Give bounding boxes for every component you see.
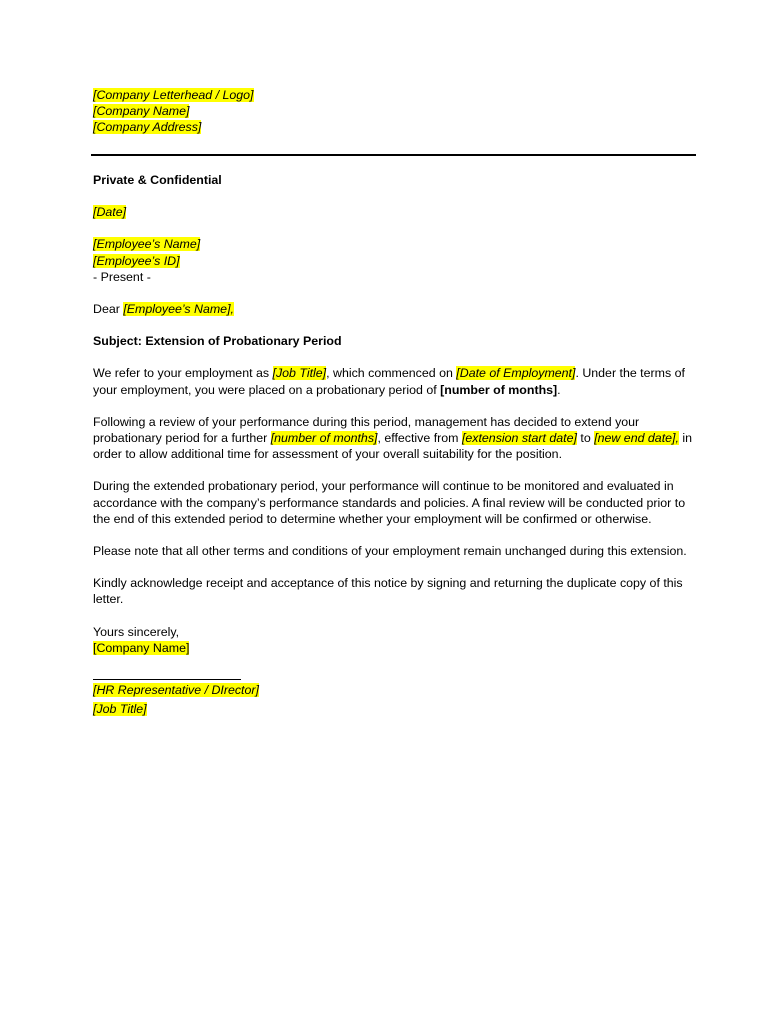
paragraph-acknowledge: Kindly acknowledge receipt and acceptance of this notice by signing and returning the duplicate copy of this letter. — [93, 576, 683, 607]
signature-line — [93, 679, 241, 680]
letterhead-company-address: [Company Address] — [93, 120, 202, 135]
letterhead-company-name: [Company Name] — [93, 104, 190, 119]
closing-company: [Company Name] — [93, 640, 190, 655]
employment-date-placeholder: [Date of Employment] — [456, 366, 576, 381]
end-date-placeholder: [new end date], — [594, 431, 679, 446]
salutation-name: [Employee’s Name], — [123, 302, 234, 317]
paragraph-employment: We refer to your employment as [Job Title], which commenced on [Date of Employment]. Under the terms of your employment, you were placed on a probationary period of [number of months]. — [93, 366, 685, 397]
subject-line: Subject: Extension of Probationary Period — [93, 334, 342, 349]
months-placeholder: [number of months] — [270, 431, 378, 446]
recipient-present: - Present - — [93, 269, 151, 284]
letterhead-logo-placeholder: [Company Letterhead / Logo] — [93, 88, 254, 102]
paragraph-extension: Following a review of your performance during this period, management has decided to extend your probationary period for a further [number of months], effective from [extension start date] to [new end date], in order to allow additional time for assessment of your overall suitability for the position. — [93, 414, 693, 462]
header-divider — [91, 154, 696, 156]
signatory-title: [Job Title] — [93, 702, 147, 717]
paragraph-monitoring: During the extended probationary period, your performance will continue to be monitored and evaluated in accordance with the company’s performance standards and policies. A final review will be conducted prior to the end of this extended period to determine whether your employment will be confirmed or otherwise. — [93, 479, 686, 526]
date-line: [Date] — [93, 205, 127, 220]
start-date-placeholder: [extension start date] — [461, 431, 577, 446]
paragraph-terms: Please note that all other terms and conditions of your employment remain unchanged during this extension. — [93, 544, 687, 559]
months-bold: [number of months] — [440, 382, 558, 397]
recipient-name: [Employee’s Name] — [93, 237, 201, 252]
letter-body — [93, 172, 696, 719]
confidential-label: Private & Confidential — [93, 173, 222, 187]
recipient-id: [Employee’s ID] — [93, 253, 180, 268]
salutation: Dear [Employee’s Name], — [93, 302, 234, 317]
letterhead — [93, 87, 696, 136]
signatory-name: [HR Representative / DIrector] — [93, 683, 259, 698]
job-title-placeholder: [Job Title] — [272, 366, 327, 381]
closing-phrase: Yours sincerely, — [93, 624, 180, 639]
